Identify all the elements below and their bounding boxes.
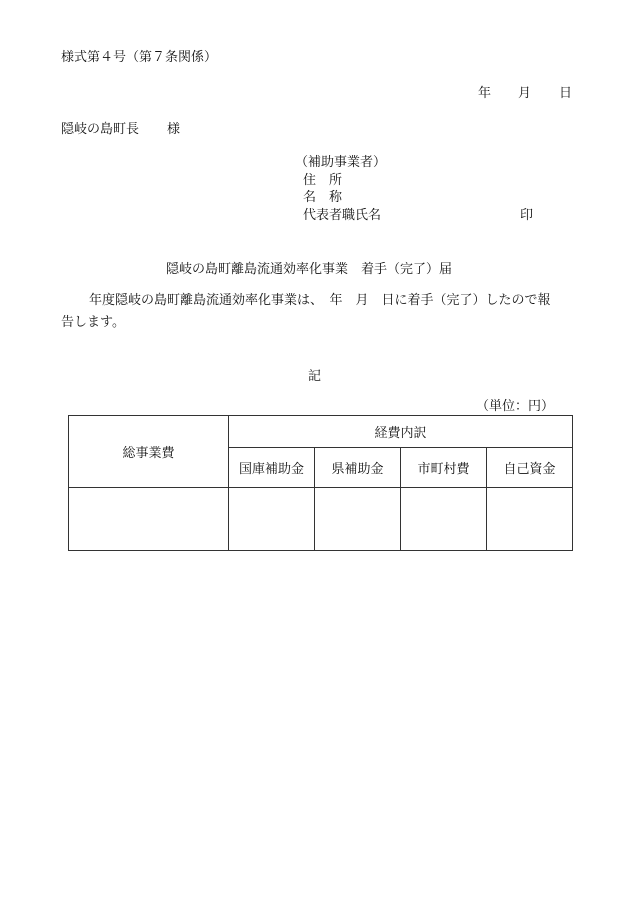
body-line-1: 年度隠岐の島町離島流通効率化事業は、 年 月 日に着手（完了）したので報: [89, 293, 551, 308]
total-cost-cell[interactable]: [69, 488, 229, 551]
expense-table: [68, 415, 573, 551]
addressee-name: 隠岐の島町長: [61, 122, 140, 137]
form-number: 様式第４号（第７条関係）: [61, 50, 218, 65]
address-label: 住 所: [303, 173, 343, 188]
document-title: 隠岐の島町離島流通効率化事業 着手（完了）届: [166, 262, 453, 277]
date-day: 日: [559, 86, 573, 101]
representative-label: 代表者職氏名: [303, 208, 382, 223]
name-label: 名 称: [303, 190, 343, 205]
national-subsidy-cell[interactable]: [229, 488, 315, 551]
body-line-2: 告します。: [61, 315, 125, 330]
col-prefecture-subsidy: 県補助金: [315, 448, 401, 488]
breakdown-header: 経費内訳: [229, 416, 573, 448]
seal-mark: 印: [520, 208, 534, 223]
own-funds-cell[interactable]: [487, 488, 573, 551]
prefecture-subsidy-cell[interactable]: [315, 488, 401, 551]
col-national-subsidy: 国庫補助金: [229, 448, 315, 488]
total-cost-header: 総事業費: [69, 416, 229, 488]
col-own-funds: 自己資金: [487, 448, 573, 488]
municipal-cost-cell[interactable]: [401, 488, 487, 551]
unit-label: （単位：円）: [476, 399, 555, 414]
ki-heading: 記: [308, 369, 322, 384]
date-month: 月: [518, 86, 532, 101]
addressee-honorific: 様: [167, 122, 181, 137]
date-year: 年: [478, 86, 492, 101]
applicant-heading: （補助事業者）: [295, 155, 387, 170]
col-municipal-cost: 市町村費: [401, 448, 487, 488]
